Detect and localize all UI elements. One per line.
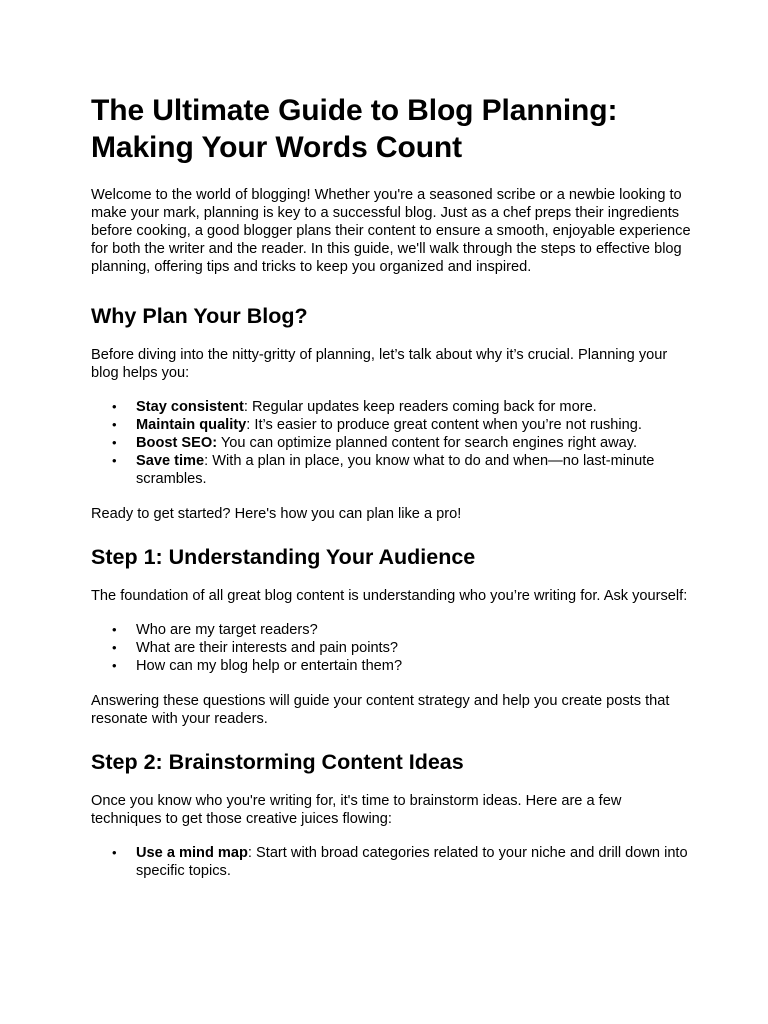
list-item xyxy=(112,657,691,675)
list-item xyxy=(112,398,691,416)
list-item-bold: Use a mind map xyxy=(136,845,248,861)
list-item xyxy=(112,452,691,488)
section-outro-paragraph: Answering these questions will guide your content strategy and help you create posts that resonate with your readers. xyxy=(91,693,670,727)
list-item-text: How can my blog help or entertain them? xyxy=(136,658,403,674)
list-item-text: : It’s easier to produce great content when you’re not rushing. xyxy=(246,417,642,433)
list-item xyxy=(112,416,691,434)
benefits-list xyxy=(91,398,691,488)
page-title: The Ultimate Guide to Blog Planning: Making Your Words Count xyxy=(91,94,618,164)
section-outro-paragraph: Ready to get started? Here's how you can plan like a pro! xyxy=(91,506,462,522)
list-item xyxy=(112,434,691,452)
document-body xyxy=(91,92,691,880)
list-item-bold: Save time xyxy=(136,453,205,469)
section-lead-paragraph: The foundation of all great blog content is understanding who you’re writing for. Ask yourself: xyxy=(91,588,688,604)
list-item-text: Who are my target readers? xyxy=(136,622,318,638)
bullet-icon: • xyxy=(112,658,117,673)
section-lead-paragraph: Once you know who you're writing for, it's time to brainstorm ideas. Here are a few techniques to get those creative juices flowing: xyxy=(91,793,622,827)
section-heading-why-plan: Why Plan Your Blog? xyxy=(91,304,308,328)
list-item-bold: Maintain quality xyxy=(136,417,247,433)
bullet-icon: • xyxy=(112,622,117,637)
list-item-text: : Regular updates keep readers coming back for more. xyxy=(243,399,597,415)
bullet-icon: • xyxy=(112,417,117,432)
bullet-icon: • xyxy=(112,435,117,450)
audience-questions-list xyxy=(91,621,691,675)
brainstorm-techniques-list xyxy=(91,844,691,880)
bullet-icon: • xyxy=(112,640,117,655)
bullet-icon: • xyxy=(112,453,117,468)
list-item xyxy=(112,844,691,880)
list-item-bold: Stay consistent xyxy=(136,399,244,415)
list-item xyxy=(112,621,691,639)
section-heading-step-1: Step 1: Understanding Your Audience xyxy=(91,545,476,569)
section-heading-step-2: Step 2: Brainstorming Content Ideas xyxy=(91,750,464,774)
section-lead-paragraph: Before diving into the nitty-gritty of planning, let’s talk about why it’s crucial. Planning your blog helps you: xyxy=(91,347,668,381)
intro-paragraph: Welcome to the world of blogging! Whether you're a seasoned scribe or a newbie looking to make your mark, planning is key to a successful blog. Just as a chef preps their ingredients before cooking, a good blogger plans their content to ensure a smooth, enjoyable experience for both the writer and the reader. In this guide, we'll walk through the steps to effective blog planning, offering tips and tricks to keep you organized and inspired. xyxy=(91,187,691,275)
bullet-icon: • xyxy=(112,399,117,414)
list-item-text: What are their interests and pain points? xyxy=(136,640,399,656)
list-item-text: You can optimize planned content for search engines right away. xyxy=(217,435,638,451)
bullet-icon: • xyxy=(112,845,117,860)
list-item-text: : With a plan in place, you know what to do and when—no last-minute scrambles. xyxy=(136,453,655,487)
list-item-bold: Boost SEO: xyxy=(136,435,218,451)
list-item-text: : Start with broad categories related to your niche and drill down into specific topics. xyxy=(136,845,688,879)
list-item xyxy=(112,639,691,657)
